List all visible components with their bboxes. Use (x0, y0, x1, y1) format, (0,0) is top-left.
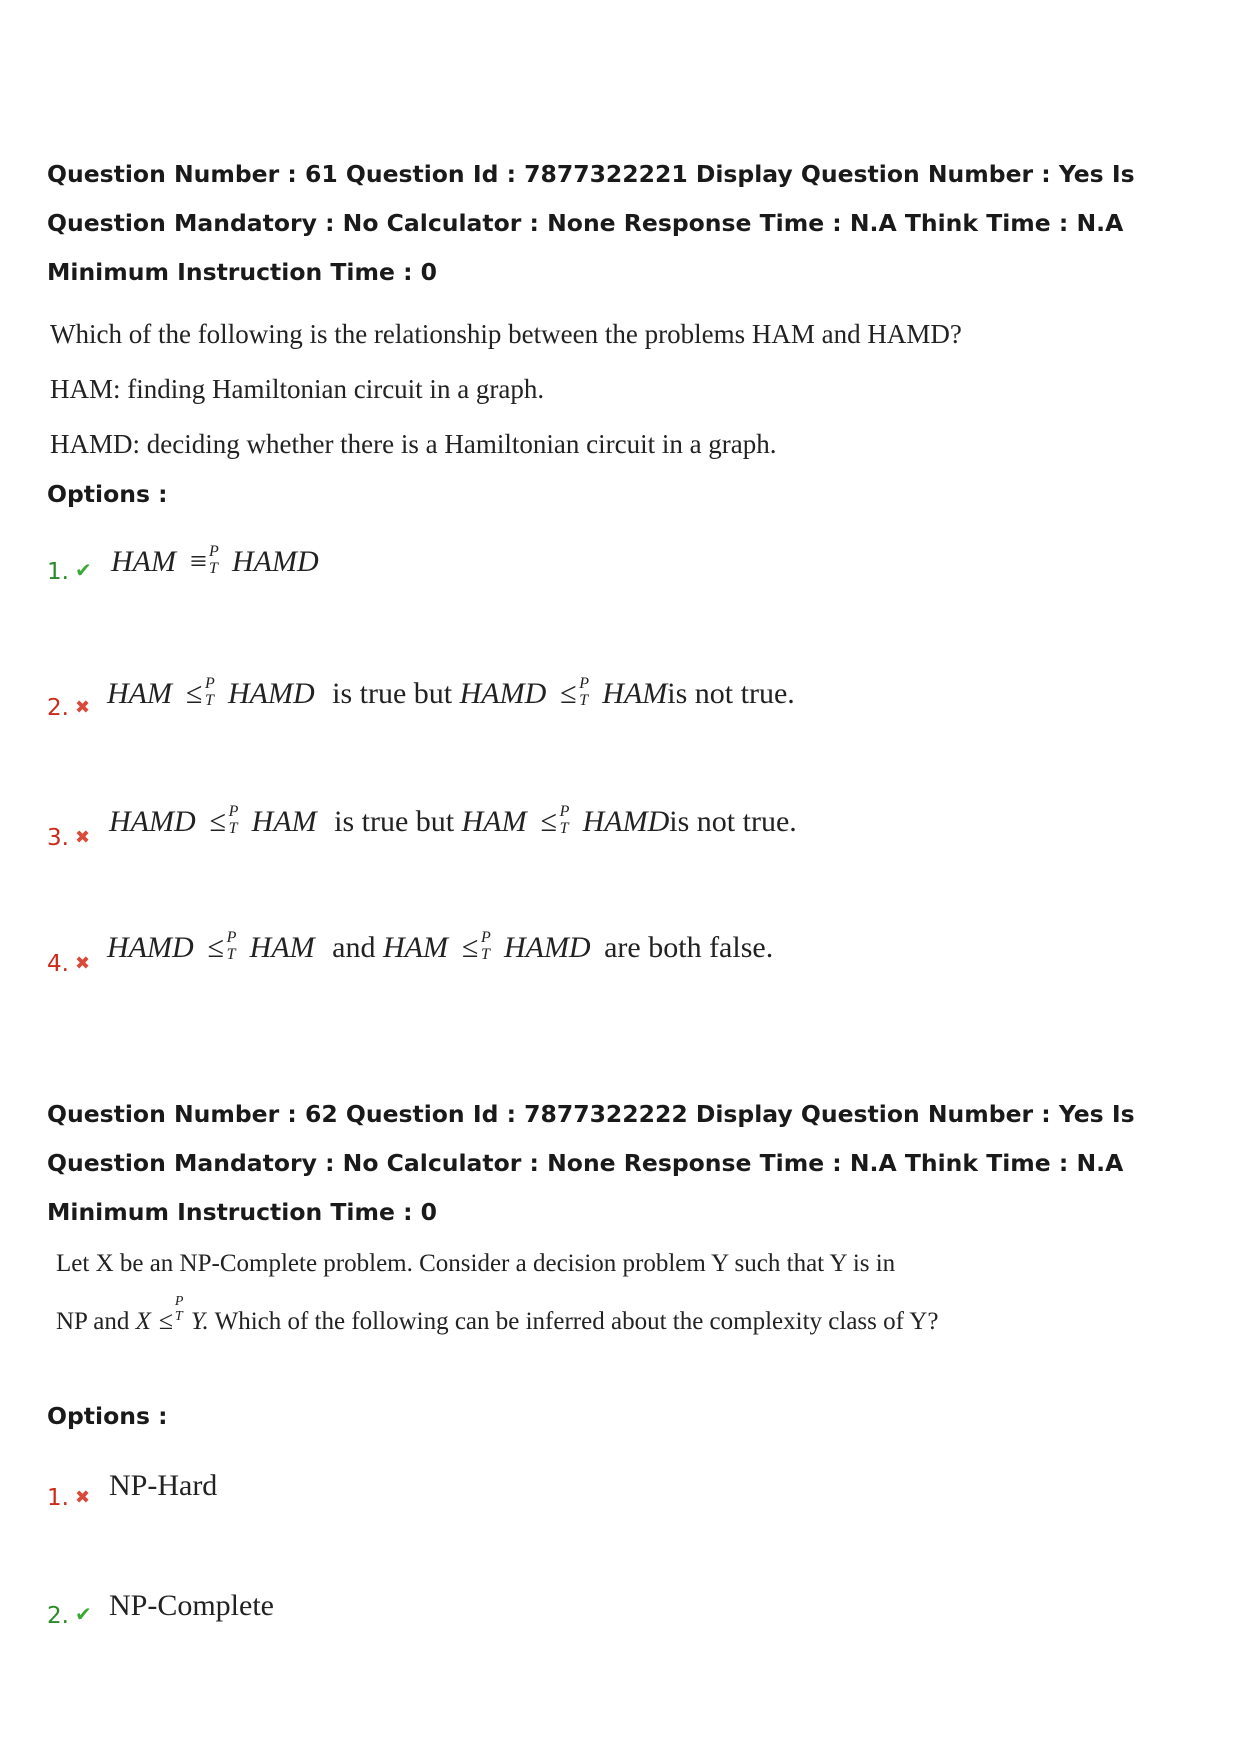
option-text (111, 544, 319, 580)
math-term: HAMD (231, 545, 319, 578)
options-label: Options : (47, 480, 168, 508)
check-icon: ✔ (75, 1602, 92, 1626)
option-text: HAMD ≤ P T HAM is true but HAM ≤ P T HAMDis not true. (109, 803, 797, 838)
question-line: Let X be an NP-Complete problem. Consider a decision problem Y such that Y is in (56, 1250, 896, 1277)
options-label: Options : (47, 1402, 168, 1430)
cross-icon: ✖ (75, 827, 91, 848)
question-text (47, 307, 1207, 472)
option-text: HAMD ≤ P T HAM and HAM ≤ P T HAMD are both false. (107, 929, 774, 964)
question-text (47, 1235, 1207, 1350)
option-2 (47, 675, 1207, 721)
question-meta: Question Number : 62 Question Id : 7877322222 Display Question Number : Yes Is Question Mandatory : No Calculator : None Response Time : N.A Think Time : N.A Minimum Instruction Time : 0 (47, 1100, 1135, 1226)
question-line: HAM: finding Hamiltonian circuit in a graph. (50, 374, 545, 404)
option-text: NP-Hard (109, 1469, 218, 1502)
cross-icon: ✖ (75, 953, 91, 974)
option-number: 3. (47, 825, 69, 851)
option-number: 4. (47, 951, 69, 977)
question-meta: Question Number : 61 Question Id : 7877322221 Display Question Number : Yes Is Question Mandatory : No Calculator : None Response Time : N.A Think Time : N.A Minimum Instruction Time : 0 (47, 160, 1135, 286)
math-term: HAM (111, 545, 176, 578)
question-line: Which of the following is the relationship between the problems HAM and HAMD? (50, 319, 962, 349)
option-number: 1. (47, 1485, 69, 1511)
question-line: NP and X ≤ P T Y. Which of the following can be inferred about the complexity class of Y? (56, 1294, 939, 1335)
option-number: 1. (47, 559, 69, 585)
check-icon: ✔ (75, 558, 92, 582)
option-number: 2. (47, 1603, 69, 1629)
option-1 (47, 1468, 1207, 1511)
option-2 (47, 1588, 1207, 1628)
option-text: NP-Complete (109, 1589, 274, 1622)
question-62 (47, 1090, 1207, 1628)
question-page (47, 150, 1207, 1628)
question-line: HAMD: deciding whether there is a Hamiltonian circuit in a graph. (50, 429, 777, 459)
option-1 (47, 544, 1207, 584)
cross-icon: ✖ (75, 1487, 91, 1508)
option-4 (47, 929, 1207, 977)
option-number: 2. (47, 695, 69, 721)
relation-symbol: ≡ P T (189, 543, 219, 578)
question-61 (47, 150, 1207, 977)
option-text: HAM ≤ P T HAMD is true but HAMD ≤ P T HAMis not true. (107, 675, 795, 710)
cross-icon: ✖ (75, 697, 91, 718)
option-3 (47, 803, 1207, 851)
